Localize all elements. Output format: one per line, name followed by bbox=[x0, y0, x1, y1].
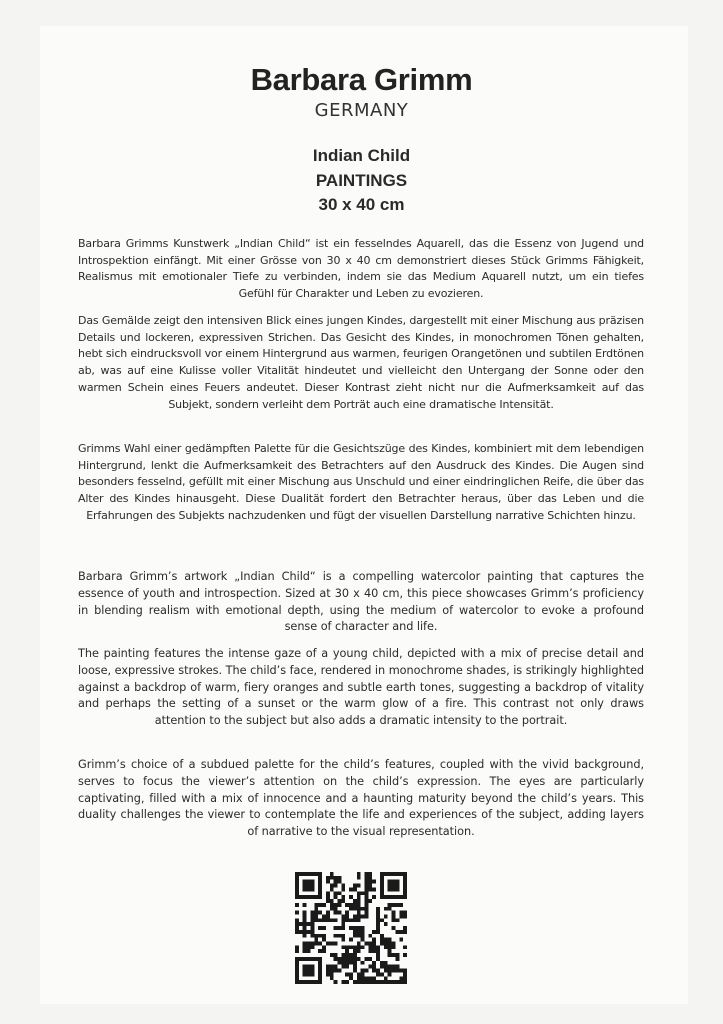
artwork-size: 30 x 40 cm bbox=[318, 195, 405, 214]
artwork-category: PAINTINGS bbox=[315, 171, 408, 190]
german-paragraph-3: Grimms Wahl einer gedämpften Palette für die Gesichtszüge des Kindes, kombiniert mit dem lebendigen Hintergrund, lenkt die Aufmerksamkeit des Betrachters auf den Ausdruck des Kindes. Die Augen sind besonders fesselnd, gefüllt mit einer Mischung aus Unschuld und einer eindringlichen Reife, die über das Alter des Kindes hinausgeht. Diese Dualität fordert den Betrachter heraus, über das Leben und die Erfahrungen des Subjekts nachzudenken und fügt der visuellen Darstellung narrative Schichten hinzu. bbox=[78, 442, 644, 522]
english-paragraph-3: Grimm’s choice of a subdued palette for the child’s features, coupled with the vivid background, serves to focus the viewer’s attention on the child’s expression. The eyes are particularly captivating, filled with a mix of innocence and a haunting maturity beyond the child’s years. This duality challenges the viewer to contemplate the life and experiences of the subject, adding layers of narrative to the visual representation. bbox=[78, 758, 644, 839]
german-paragraph-2: Das Gemälde zeigt den intensiven Blick eines jungen Kindes, dargestellt mit einer Mischung aus präzisen Details und lockeren, expressiven Strichen. Das Gesicht des Kindes, in monochromen Tönen gehalten, hebt sich eindrucksvoll vor einem Hintergrund aus warmen, feurigen Orangetönen und subtilen Erdtönen ab, was auf eine Kulisse voller Vitalität hindeutet und vielleicht den Untergang der Sonne oder den warmen Schein eines Feuers andeutet. Dieser Kontrast zieht nicht nur die Aufmerksamkeit auf das Subjekt, sondern verleiht dem Porträt auch eine dramatische Intensität. bbox=[78, 314, 644, 411]
artist-name: Barbara Grimm bbox=[250, 62, 473, 97]
qr-code-icon[interactable] bbox=[295, 872, 407, 984]
artist-country: GERMANY bbox=[314, 100, 409, 121]
english-paragraph-1: Barbara Grimm’s artwork „Indian Child“ is a compelling watercolor painting that captures the essence of youth and introspection. Sized at 30 x 40 cm, this piece showcases Grimm’s proficiency in blending realism with emotional depth, using the medium of watercolor to evoke a profound sense of character and life. bbox=[78, 570, 644, 634]
german-paragraph-1: Barbara Grimms Kunstwerk „Indian Child“ ist ein fesselndes Aquarell, das die Essenz von Jugend und Introspektion einfängt. Mit einer Grösse von 30 x 40 cm demonstriert dieses Stück Grimms Fähigkeit, Realismus mit emotionaler Tiefe zu verbinden, indem sie das Medium Aquarell nutzt, um ein tiefes Gefühl für Charakter und Leben zu evozieren. bbox=[78, 237, 644, 301]
english-paragraph-2: The painting features the intense gaze of a young child, depicted with a mix of precise detail and loose, expressive strokes. The child’s face, rendered in monochrome shades, is strikingly highlighted against a backdrop of warm, fiery oranges and subtle earth tones, suggesting a backdrop of vitality and perhaps the setting of a sunset or the warm glow of a fire. This contrast not only draws attention to the subject but also adds a dramatic intensity to the portrait. bbox=[78, 647, 644, 728]
artwork-title: Indian Child bbox=[312, 146, 411, 165]
